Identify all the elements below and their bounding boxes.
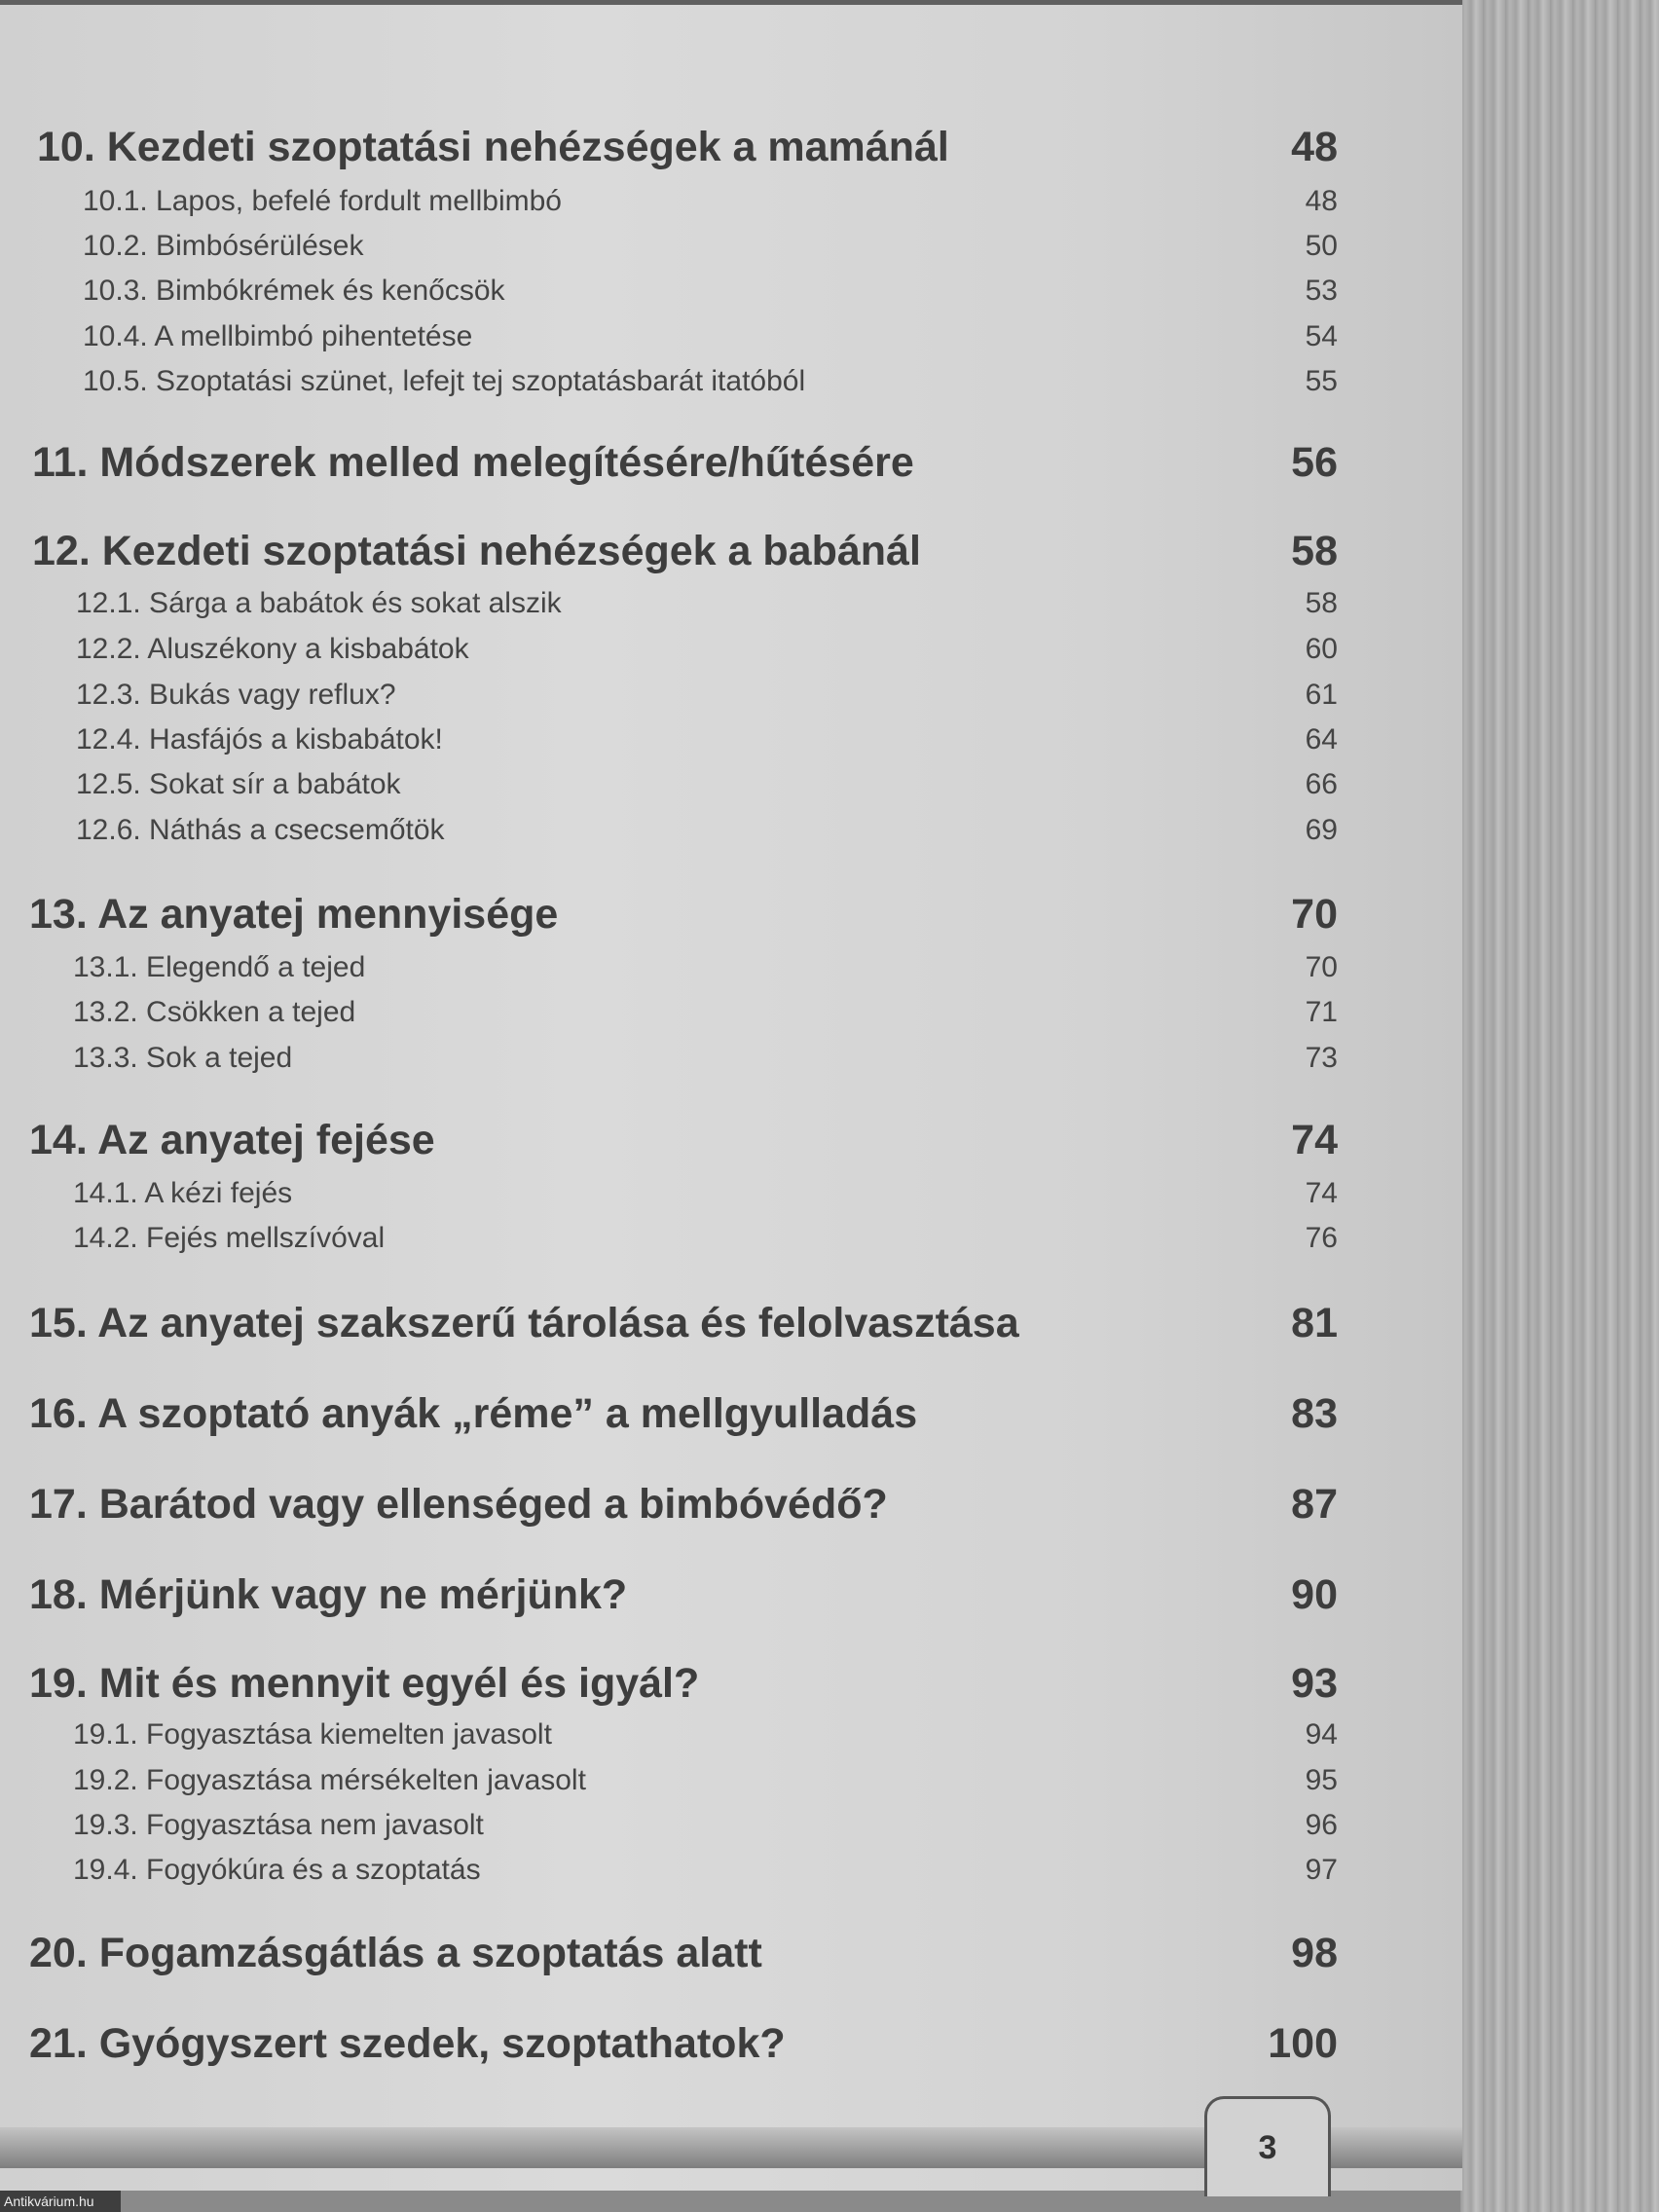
- toc-section-title: 15. Az anyatej szakszerű tárolása és felolvasztása: [29, 1300, 1019, 1346]
- toc-section: [37, 124, 1338, 171]
- toc-subsection: [76, 814, 1338, 847]
- toc-subsection: [73, 1718, 1338, 1751]
- toc-subsection: [76, 723, 1338, 756]
- toc-subsection-title: 12.6. Náthás a csecsemőtök: [76, 814, 445, 846]
- toc-subsection-page: 76: [1305, 1222, 1338, 1254]
- toc-subsection-title: 13.2. Csökken a tejed: [73, 996, 356, 1028]
- toc-section: [29, 1117, 1338, 1164]
- toc-subsection: [83, 230, 1338, 263]
- toc-section: [29, 2020, 1338, 2068]
- toc-section: [32, 528, 1338, 575]
- toc-subsection-title: 13.3. Sok a tejed: [73, 1042, 293, 1074]
- toc-subsection-page: 94: [1305, 1718, 1338, 1751]
- toc-section-page: 70: [1291, 891, 1338, 938]
- toc-subsection-page: 48: [1305, 185, 1338, 217]
- toc-subsection: [73, 1854, 1338, 1887]
- toc-subsection-page: 50: [1305, 230, 1338, 262]
- toc-section-title: 13. Az anyatej mennyisége: [29, 891, 559, 938]
- toc-subsection: [73, 996, 1338, 1029]
- toc-subsection-page: 64: [1305, 723, 1338, 756]
- toc-subsection-title: 10.4. A mellbimbó pihentetése: [83, 320, 473, 352]
- toc-subsection-title: 19.3. Fogyasztása nem javasolt: [73, 1809, 484, 1841]
- toc-subsection-title: 14.2. Fejés mellszívóval: [73, 1222, 386, 1254]
- toc-section: [29, 1930, 1338, 1977]
- toc-subsection-title: 19.1. Fogyasztása kiemelten javasolt: [73, 1718, 552, 1751]
- toc-subsection-page: 95: [1305, 1764, 1338, 1796]
- toc-subsection-page: 73: [1305, 1042, 1338, 1074]
- toc-section-page: 87: [1291, 1481, 1338, 1528]
- toc-section-title: 19. Mit és mennyit egyél és igyál?: [29, 1660, 700, 1707]
- toc-section: [29, 1660, 1338, 1708]
- watermark: Antikvárium.hu: [0, 2191, 121, 2212]
- toc-subsection: [73, 1177, 1338, 1210]
- toc-subsection-title: 12.4. Hasfájós a kisbabátok!: [76, 723, 443, 756]
- toc-subsection-page: 55: [1305, 365, 1338, 397]
- toc-section-title: 14. Az anyatej fejése: [29, 1117, 435, 1163]
- toc-section: [29, 1571, 1338, 1619]
- toc-section-title: 17. Barátod vagy ellenséged a bimbóvédő?: [29, 1481, 888, 1528]
- toc-section-page: 83: [1291, 1390, 1338, 1437]
- toc-subsection-page: 54: [1305, 320, 1338, 352]
- toc-section-title: 21. Gyógyszert szedek, szoptathatok?: [29, 2020, 786, 2067]
- toc-subsection: [73, 1809, 1338, 1842]
- toc-subsection-title: 10.1. Lapos, befelé fordult mellbimbó: [83, 185, 562, 217]
- toc-section: [29, 1390, 1338, 1438]
- toc-subsection-page: 69: [1305, 814, 1338, 846]
- toc-subsection: [83, 185, 1338, 218]
- toc-subsection-page: 97: [1305, 1854, 1338, 1886]
- toc-subsection-title: 12.1. Sárga a babátok és sokat alszik: [76, 587, 562, 619]
- toc-subsection-title: 10.2. Bimbósérülések: [83, 230, 364, 262]
- toc-subsection-title: 19.4. Fogyókúra és a szoptatás: [73, 1854, 481, 1886]
- toc-section-title: 16. A szoptató anyák „réme” a mellgyulladás: [29, 1390, 918, 1437]
- toc-section-page: 74: [1291, 1117, 1338, 1163]
- toc-section-page: 90: [1291, 1571, 1338, 1618]
- toc-subsection-page: 96: [1305, 1809, 1338, 1841]
- toc-subsection: [73, 1222, 1338, 1255]
- toc-subsection-page: 53: [1305, 275, 1338, 307]
- toc-subsection: [76, 768, 1338, 801]
- toc-section-page: 98: [1291, 1930, 1338, 1976]
- toc-subsection: [83, 320, 1338, 353]
- toc-subsection: [76, 587, 1338, 620]
- page-number: 3: [1258, 2128, 1277, 2166]
- toc-subsection: [73, 951, 1338, 984]
- toc-subsection-title: 12.2. Aluszékony a kisbabátok: [76, 633, 469, 665]
- toc-subsection: [76, 679, 1338, 712]
- toc-section-page: 56: [1291, 439, 1338, 486]
- wood-background: [1460, 0, 1659, 2212]
- toc-section-page: 58: [1291, 528, 1338, 574]
- toc-subsection-page: 70: [1305, 951, 1338, 983]
- toc-subsection-title: 19.2. Fogyasztása mérsékelten javasolt: [73, 1764, 586, 1796]
- toc-section-title: 20. Fogamzásgátlás a szoptatás alatt: [29, 1930, 762, 1976]
- toc-subsection: [76, 633, 1338, 666]
- toc-subsection: [73, 1764, 1338, 1797]
- toc-subsection-title: 14.1. A kézi fejés: [73, 1177, 293, 1209]
- toc-subsection-page: 61: [1305, 679, 1338, 711]
- toc-section-page: 48: [1291, 124, 1338, 170]
- page-number-tab: [1204, 2096, 1331, 2196]
- toc-section-title: 11. Módszerek melled melegítésére/hűtésére: [32, 439, 914, 486]
- toc-subsection: [83, 365, 1338, 398]
- toc-subsection-page: 60: [1305, 633, 1338, 665]
- toc-section-title: 10. Kezdeti szoptatási nehézségek a mamánál: [37, 124, 949, 170]
- toc-subsection-title: 12.5. Sokat sír a babátok: [76, 768, 401, 800]
- toc-section-page: 81: [1291, 1300, 1338, 1346]
- toc-subsection-page: 74: [1305, 1177, 1338, 1209]
- toc-subsection-page: 58: [1305, 587, 1338, 619]
- toc-subsection-title: 10.3. Bimbókrémek és kenőcsök: [83, 275, 505, 307]
- toc-subsection-page: 71: [1305, 996, 1338, 1028]
- toc-subsection-title: 12.3. Bukás vagy reflux?: [76, 679, 396, 711]
- toc-subsection: [83, 275, 1338, 308]
- toc-subsection-page: 66: [1305, 768, 1338, 800]
- toc-section: [29, 1300, 1338, 1347]
- toc-section: [32, 439, 1338, 487]
- toc-section-page: 100: [1268, 2020, 1338, 2067]
- toc-subsection: [73, 1042, 1338, 1075]
- toc-section: [29, 1481, 1338, 1529]
- toc-section-title: 12. Kezdeti szoptatási nehézségek a babánál: [32, 528, 921, 574]
- toc-section-page: 93: [1291, 1660, 1338, 1707]
- toc-subsection-title: 13.1. Elegendő a tejed: [73, 951, 366, 983]
- toc-section-title: 18. Mérjünk vagy ne mérjünk?: [29, 1571, 628, 1618]
- toc-subsection-title: 10.5. Szoptatási szünet, lefejt tej szoptatásbarát itatóból: [83, 365, 806, 397]
- toc-section: [29, 891, 1338, 939]
